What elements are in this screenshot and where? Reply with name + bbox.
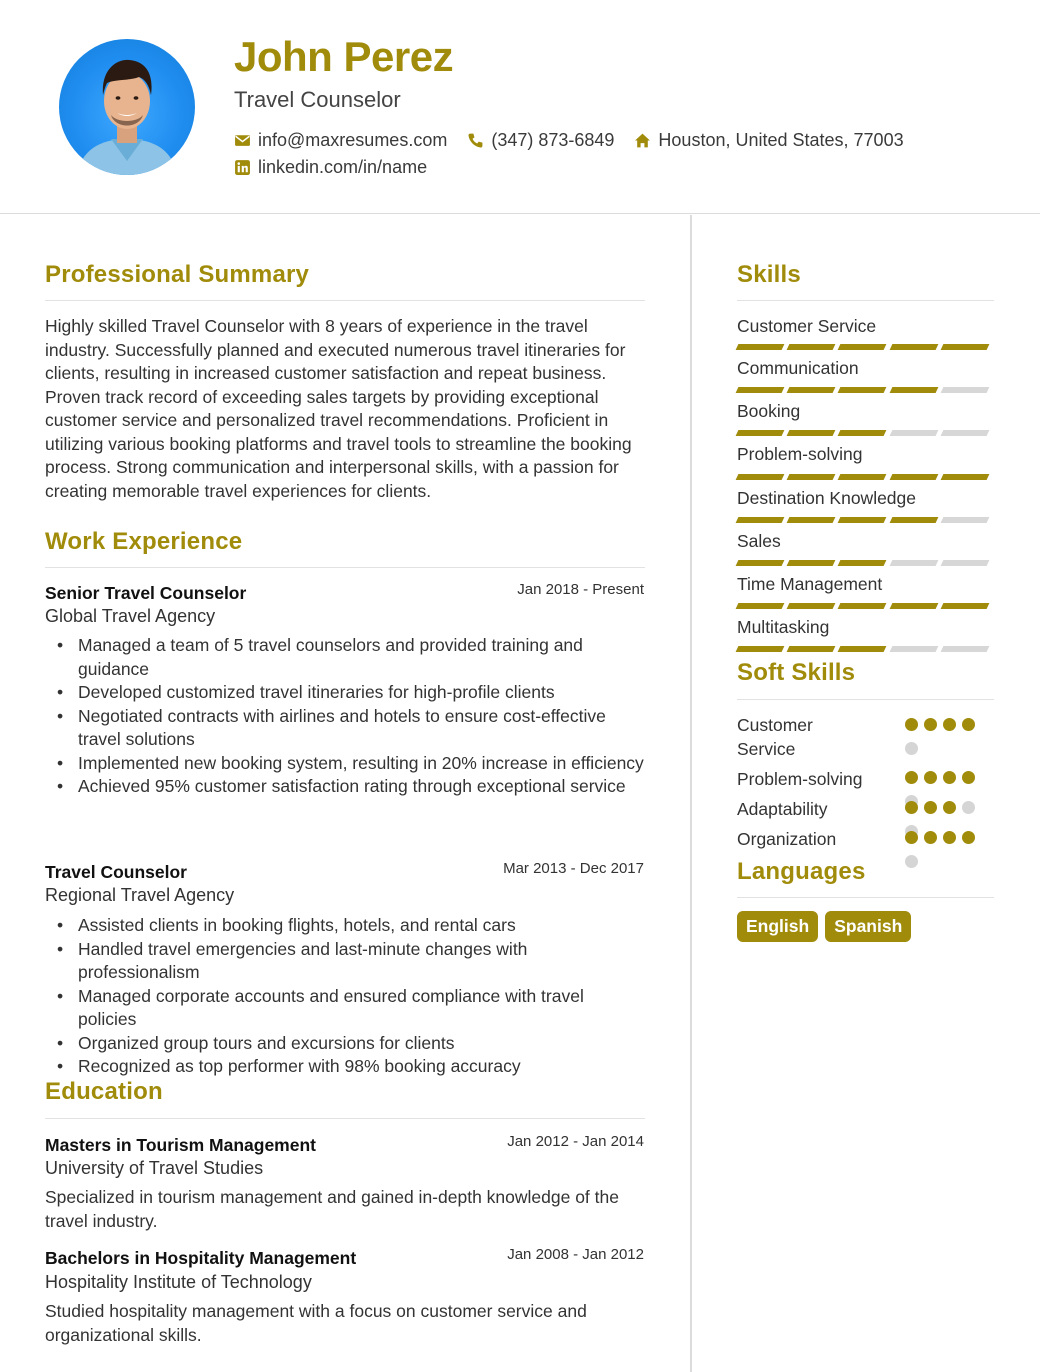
- job-bullets: [45, 914, 645, 1079]
- skill-level-segment: [787, 344, 836, 350]
- experience-rule: [45, 567, 645, 568]
- skill-level-segment: [940, 646, 989, 652]
- contact-linkedin[interactable]: [234, 157, 427, 178]
- soft-skills-heading: Soft Skills: [737, 659, 856, 686]
- degree-description: Specialized in tourism management and gained in-depth knowledge of the travel industry.: [45, 1187, 619, 1231]
- job-date: Mar 2013 - Dec 2017: [503, 860, 644, 877]
- home-icon: [634, 132, 651, 149]
- skill-name: Problem-solving: [737, 444, 863, 464]
- skill-name: Communication: [737, 358, 859, 378]
- list-item: • Achieved 95% customer satisfaction rating through exceptional service: [45, 775, 645, 799]
- job-company: Global Travel Agency: [45, 606, 216, 626]
- profile-photo: [59, 39, 195, 175]
- skill-name: Time Management: [737, 574, 883, 594]
- skill-level-segment: [889, 560, 938, 566]
- skill-level-segment: [787, 646, 836, 652]
- skill-level-segment: [940, 517, 989, 523]
- soft-skill-name: Problem-solving: [737, 769, 863, 789]
- rating-dot: [962, 771, 975, 784]
- skill-level-segment: [889, 344, 938, 350]
- skill-level-segment: [736, 603, 785, 609]
- contact-email-text: info@maxresumes.com: [258, 130, 448, 150]
- rating-dot: [905, 801, 918, 814]
- rating-dot: [943, 718, 956, 731]
- contact-phone[interactable]: [467, 130, 614, 151]
- languages-heading: Languages: [737, 858, 866, 885]
- soft-skill-rating: [905, 718, 985, 766]
- rating-dot: [962, 831, 975, 844]
- job-bullets: [45, 634, 645, 799]
- rating-dot: [905, 718, 918, 731]
- education-rule: [45, 1118, 645, 1119]
- contact-location: [634, 130, 903, 151]
- degree-date: Jan 2008 - Jan 2012: [507, 1246, 644, 1263]
- contact-linkedin-text: linkedin.com/in/name: [258, 157, 428, 177]
- soft-skills-rule: [737, 699, 994, 700]
- rating-dot: [943, 831, 956, 844]
- skill-name: Customer Service: [737, 316, 877, 336]
- skill-level-segment: [889, 646, 938, 652]
- list-item: • Implemented new booking system, resulting in 20% increase in efficiency: [45, 752, 645, 776]
- skill-level-segment: [838, 517, 887, 523]
- list-item: • Developed customized travel itineraries for high-profile clients: [45, 681, 645, 705]
- skill-level-segment: [787, 387, 836, 393]
- skill-level-segment: [940, 474, 989, 480]
- skill-level-segment: [940, 344, 989, 350]
- skill-level-segment: [838, 430, 887, 436]
- skill-level-segment: [787, 603, 836, 609]
- skill-level-segment: [787, 560, 836, 566]
- education-heading: Education: [45, 1078, 163, 1105]
- skill-level-segment: [838, 646, 887, 652]
- skill-level-bar: [737, 517, 993, 523]
- skill-level-segment: [889, 474, 938, 480]
- skill-level-segment: [736, 474, 785, 480]
- skill-level-segment: [736, 646, 785, 652]
- degree-title: Bachelors in Hospitality Management: [45, 1248, 357, 1268]
- school-name: University of Travel Studies: [45, 1158, 264, 1178]
- skill-level-segment: [940, 603, 989, 609]
- rating-dot: [924, 718, 937, 731]
- skill-level-bar: [737, 474, 993, 480]
- candidate-title: Travel Counselor: [234, 87, 401, 112]
- rating-dot: [905, 742, 918, 755]
- phone-icon: [467, 132, 484, 149]
- skill-level-bar: [737, 387, 993, 393]
- skill-level-segment: [838, 603, 887, 609]
- soft-skill-rating: [905, 831, 985, 879]
- skills-heading: Skills: [737, 261, 801, 288]
- experience-heading: Work Experience: [45, 528, 243, 555]
- list-item: • Organized group tours and excursions for clients: [45, 1032, 645, 1056]
- skill-level-segment: [889, 517, 938, 523]
- list-item: • Managed corporate accounts and ensured compliance with travel policies: [45, 985, 645, 1032]
- skill-level-segment: [736, 344, 785, 350]
- skill-level-segment: [838, 560, 887, 566]
- degree-description: Studied hospitality management with a focus on customer service and organizational skills.: [45, 1301, 587, 1345]
- contact-row-primary: [234, 130, 924, 151]
- skill-level-segment: [787, 474, 836, 480]
- skill-level-segment: [940, 430, 989, 436]
- rating-dot: [962, 801, 975, 814]
- school-name: Hospitality Institute of Technology: [45, 1272, 312, 1292]
- list-item: • Managed a team of 5 travel counselors and provided training and guidance: [45, 634, 645, 681]
- contact-location-text: Houston, United States, 77003: [658, 130, 904, 150]
- language-badge: English: [737, 911, 818, 942]
- skill-name: Multitasking: [737, 617, 830, 637]
- summary-heading: Professional Summary: [45, 261, 310, 288]
- column-divider: [690, 215, 692, 1372]
- degree-date: Jan 2012 - Jan 2014: [507, 1133, 644, 1150]
- skill-name: Sales: [737, 531, 781, 551]
- job-company: Regional Travel Agency: [45, 885, 235, 905]
- list-item: • Negotiated contracts with airlines and hotels to ensure cost-effective travel solutions: [45, 705, 645, 752]
- profile-photo-illustration: [59, 39, 195, 175]
- skill-name: Destination Knowledge: [737, 488, 917, 508]
- contact-email[interactable]: [234, 130, 447, 151]
- rating-dot: [905, 771, 918, 784]
- job-date: Jan 2018 - Present: [517, 581, 644, 598]
- degree-title: Masters in Tourism Management: [45, 1135, 316, 1155]
- list-item: • Recognized as top performer with 98% booking accuracy: [45, 1055, 645, 1079]
- summary-text: Highly skilled Travel Counselor with 8 years of experience in the travel industry. Successfully planned and executed numerous travel itineraries for clients, resulting in increased customer satisfaction and repeat business. Proven track record of exceeding sales targets by providing exceptional customer service and personalized travel recommendations. Proficient in utilizing various booking platforms and travel tools to streamline the booking process. Strong communication and interpersonal skills, with a passion for creating memorable travel experiences for clients.: [45, 316, 632, 501]
- skill-level-segment: [889, 387, 938, 393]
- languages-list: [737, 911, 918, 942]
- job-title: Travel Counselor: [45, 862, 187, 882]
- skill-level-segment: [940, 560, 989, 566]
- contact-phone-text: (347) 873-6849: [491, 130, 615, 150]
- rating-dot: [943, 801, 956, 814]
- rating-dot: [924, 831, 937, 844]
- candidate-name: John Perez: [234, 33, 454, 80]
- skill-level-bar: [737, 430, 993, 436]
- language-badge: Spanish: [825, 911, 911, 942]
- list-item: • Handled travel emergencies and last-minute changes with professionalism: [45, 938, 645, 985]
- skill-level-bar: [737, 344, 993, 350]
- rating-dot: [905, 855, 918, 868]
- summary-rule: [45, 300, 645, 301]
- rating-dot: [962, 718, 975, 731]
- skill-level-segment: [736, 517, 785, 523]
- languages-rule: [737, 897, 994, 898]
- skill-level-segment: [889, 430, 938, 436]
- skill-name: Booking: [737, 401, 801, 421]
- skill-level-segment: [838, 474, 887, 480]
- envelope-icon: [234, 132, 251, 149]
- soft-skill-name: Adaptability: [737, 799, 828, 819]
- list-item: • Assisted clients in booking flights, hotels, and rental cars: [45, 914, 645, 938]
- contact-row-secondary: [234, 157, 447, 178]
- skill-level-bar: [737, 646, 993, 652]
- skills-rule: [737, 300, 994, 301]
- skill-level-segment: [787, 430, 836, 436]
- rating-dot: [924, 801, 937, 814]
- rating-dot: [924, 771, 937, 784]
- skill-level-segment: [838, 387, 887, 393]
- resume-header: [0, 0, 1040, 214]
- skill-level-bar: [737, 603, 993, 609]
- skill-level-segment: [838, 344, 887, 350]
- soft-skill-name: Customer Service: [737, 715, 813, 759]
- linkedin-icon: [234, 159, 251, 176]
- skill-level-segment: [787, 517, 836, 523]
- skill-level-bar: [737, 560, 993, 566]
- skill-level-segment: [736, 560, 785, 566]
- soft-skill-name: Organization: [737, 829, 837, 849]
- job-title: Senior Travel Counselor: [45, 583, 247, 603]
- rating-dot: [943, 771, 956, 784]
- skill-level-segment: [736, 430, 785, 436]
- skill-level-segment: [889, 603, 938, 609]
- rating-dot: [905, 831, 918, 844]
- skill-level-segment: [736, 387, 785, 393]
- skill-level-segment: [940, 387, 989, 393]
